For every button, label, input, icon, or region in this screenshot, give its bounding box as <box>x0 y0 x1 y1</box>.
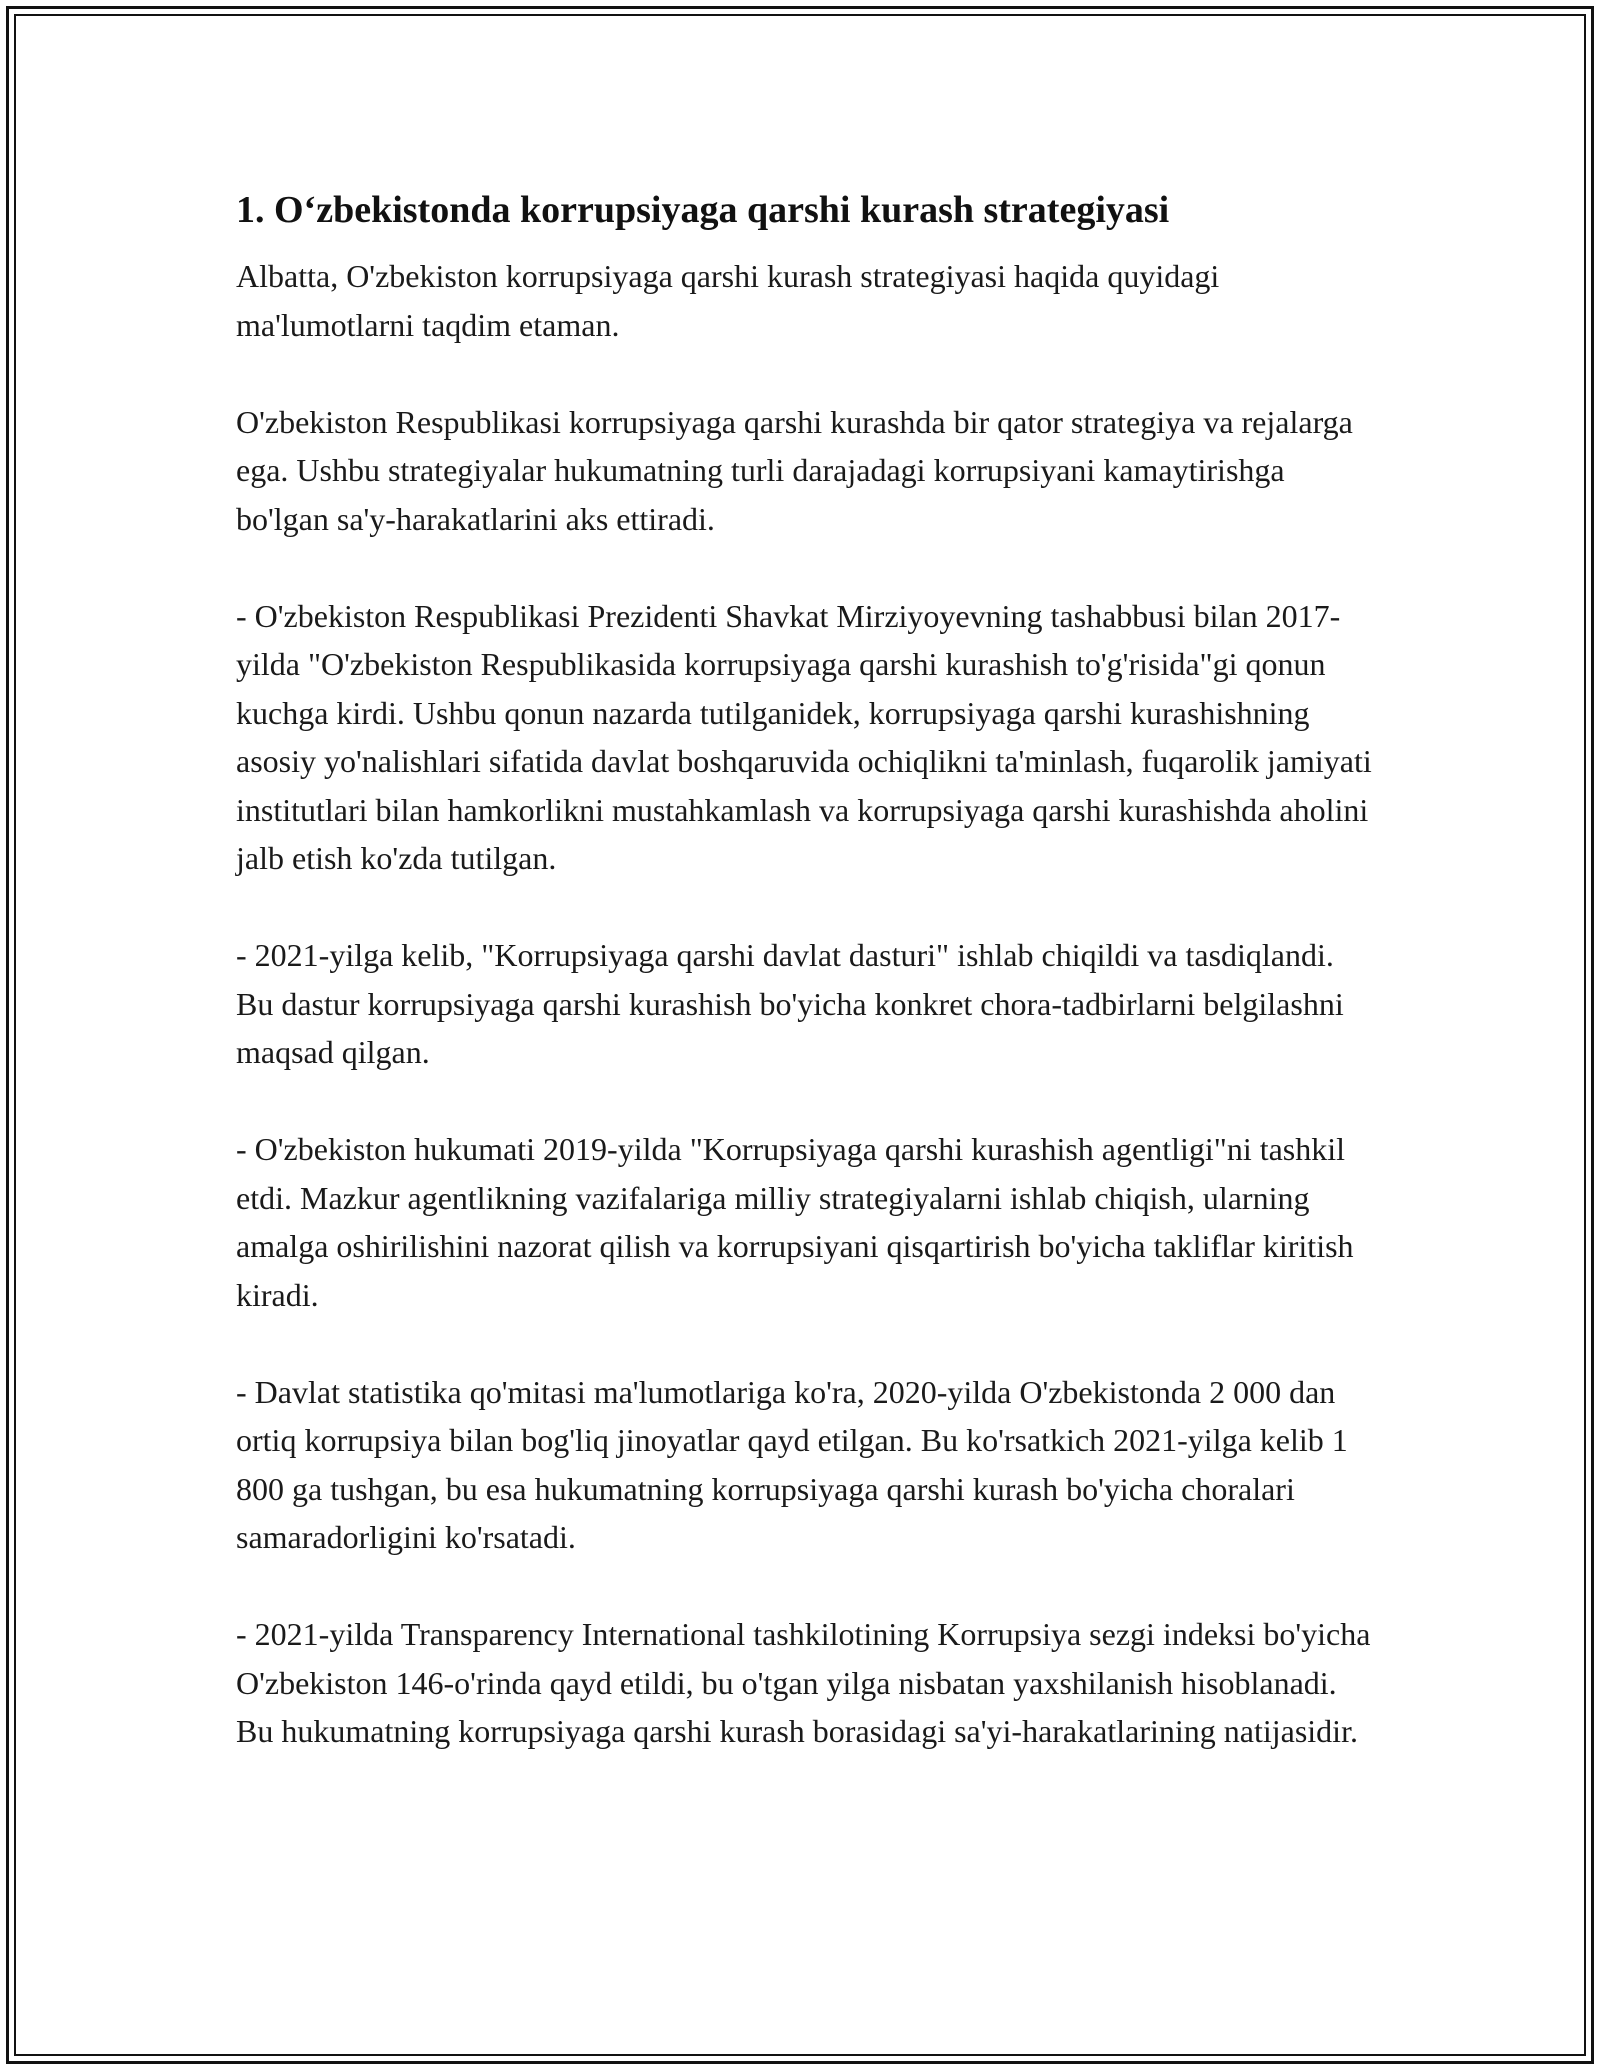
paragraph-agency-2019: - O'zbekiston hukumati 2019-yilda "Korrupsiyaga qarshi kurashish agentligi"ni tashkil etdi. Mazkur agentlikning vazifalariga milliy strategiyalarni ishlab chiqish, ularning amalga oshirilishini nazorat qilish va korrupsiyani qisqartirish bo'yicha takliflar kiritish kiradi. <box>236 1131 1354 1313</box>
document-body <box>236 186 1376 1804</box>
paragraph-overview: O'zbekiston Respublikasi korrupsiyaga qarshi kurashda bir qator strategiya va rejalarga ega. Ushbu strategiyalar hukumatning turli darajadagi korrupsiyani kamaytirishga bo'lgan sa'y-harakatlarini aks ettiradi. <box>236 403 1353 537</box>
paragraph-statistics: - Davlat statistika qo'mitasi ma'lumotlariga ko'ra, 2020-yilda O'zbekistonda 2 000 dan ortiq korrupsiya bilan bog'liq jinoyatlar qayd etilgan. Bu ko'rsatkich 2021-yilga kelib 1 800 ga tushgan, bu esa hukumatning korrupsiyaga qarshi kurash bo'yicha choralari samaradorligini ko'rsatadi. <box>236 1373 1348 1555</box>
paragraph-program-2021: - 2021-yilga kelib, "Korrupsiyaga qarshi davlat dasturi" ishlab chiqildi va tasdiqlandi. Bu dastur korrupsiyaga qarshi kurashish bo'yicha konkret chora-tadbirlarni belgilashni maqsad qilgan. <box>236 937 1344 1070</box>
paragraph-cpi-2021: - 2021-yilda Transparency International tashkilotining Korrupsiya sezgi indeksi bo'yicha O'zbekiston 146-o'rinda qayd etildi, bu o'tgan yilga nisbatan yaxshilanish hisoblanadi. Bu hukumatning korrupsiyaga qarshi kurash borasidagi sa'yi-harakatlarining natijasidir. <box>236 1616 1371 1749</box>
paragraph-law-2017: - O'zbekiston Respublikasi Prezidenti Shavkat Mirziyoyevning tashabbusi bilan 2017-yilda "O'zbekiston Respublikasida korrupsiyaga qarshi kurashish to'g'risida"gi qonun kuchga kirdi. Ushbu qonun nazarda tutilganidek, korrupsiyaga qarshi kurashishning asosiy yo'nalishlari sifatida davlat boshqaruvida ochiqlikni ta'minlash, fuqarolik jamiyati institutlari bilan hamkorlikni mustahkamlash va korrupsiyaga qarshi kurashishda aholini jalb etish ko'zda tutilgan. <box>236 597 1372 876</box>
paragraph-intro: Albatta, O'zbekiston korrupsiyaga qarshi kurash strategiyasi haqida quyidagi ma'lumotlarni taqdim etaman. <box>236 258 1220 343</box>
section-heading: 1. O‘zbekistonda korrupsiyaga qarshi kurash strategiyasi <box>236 189 1170 231</box>
